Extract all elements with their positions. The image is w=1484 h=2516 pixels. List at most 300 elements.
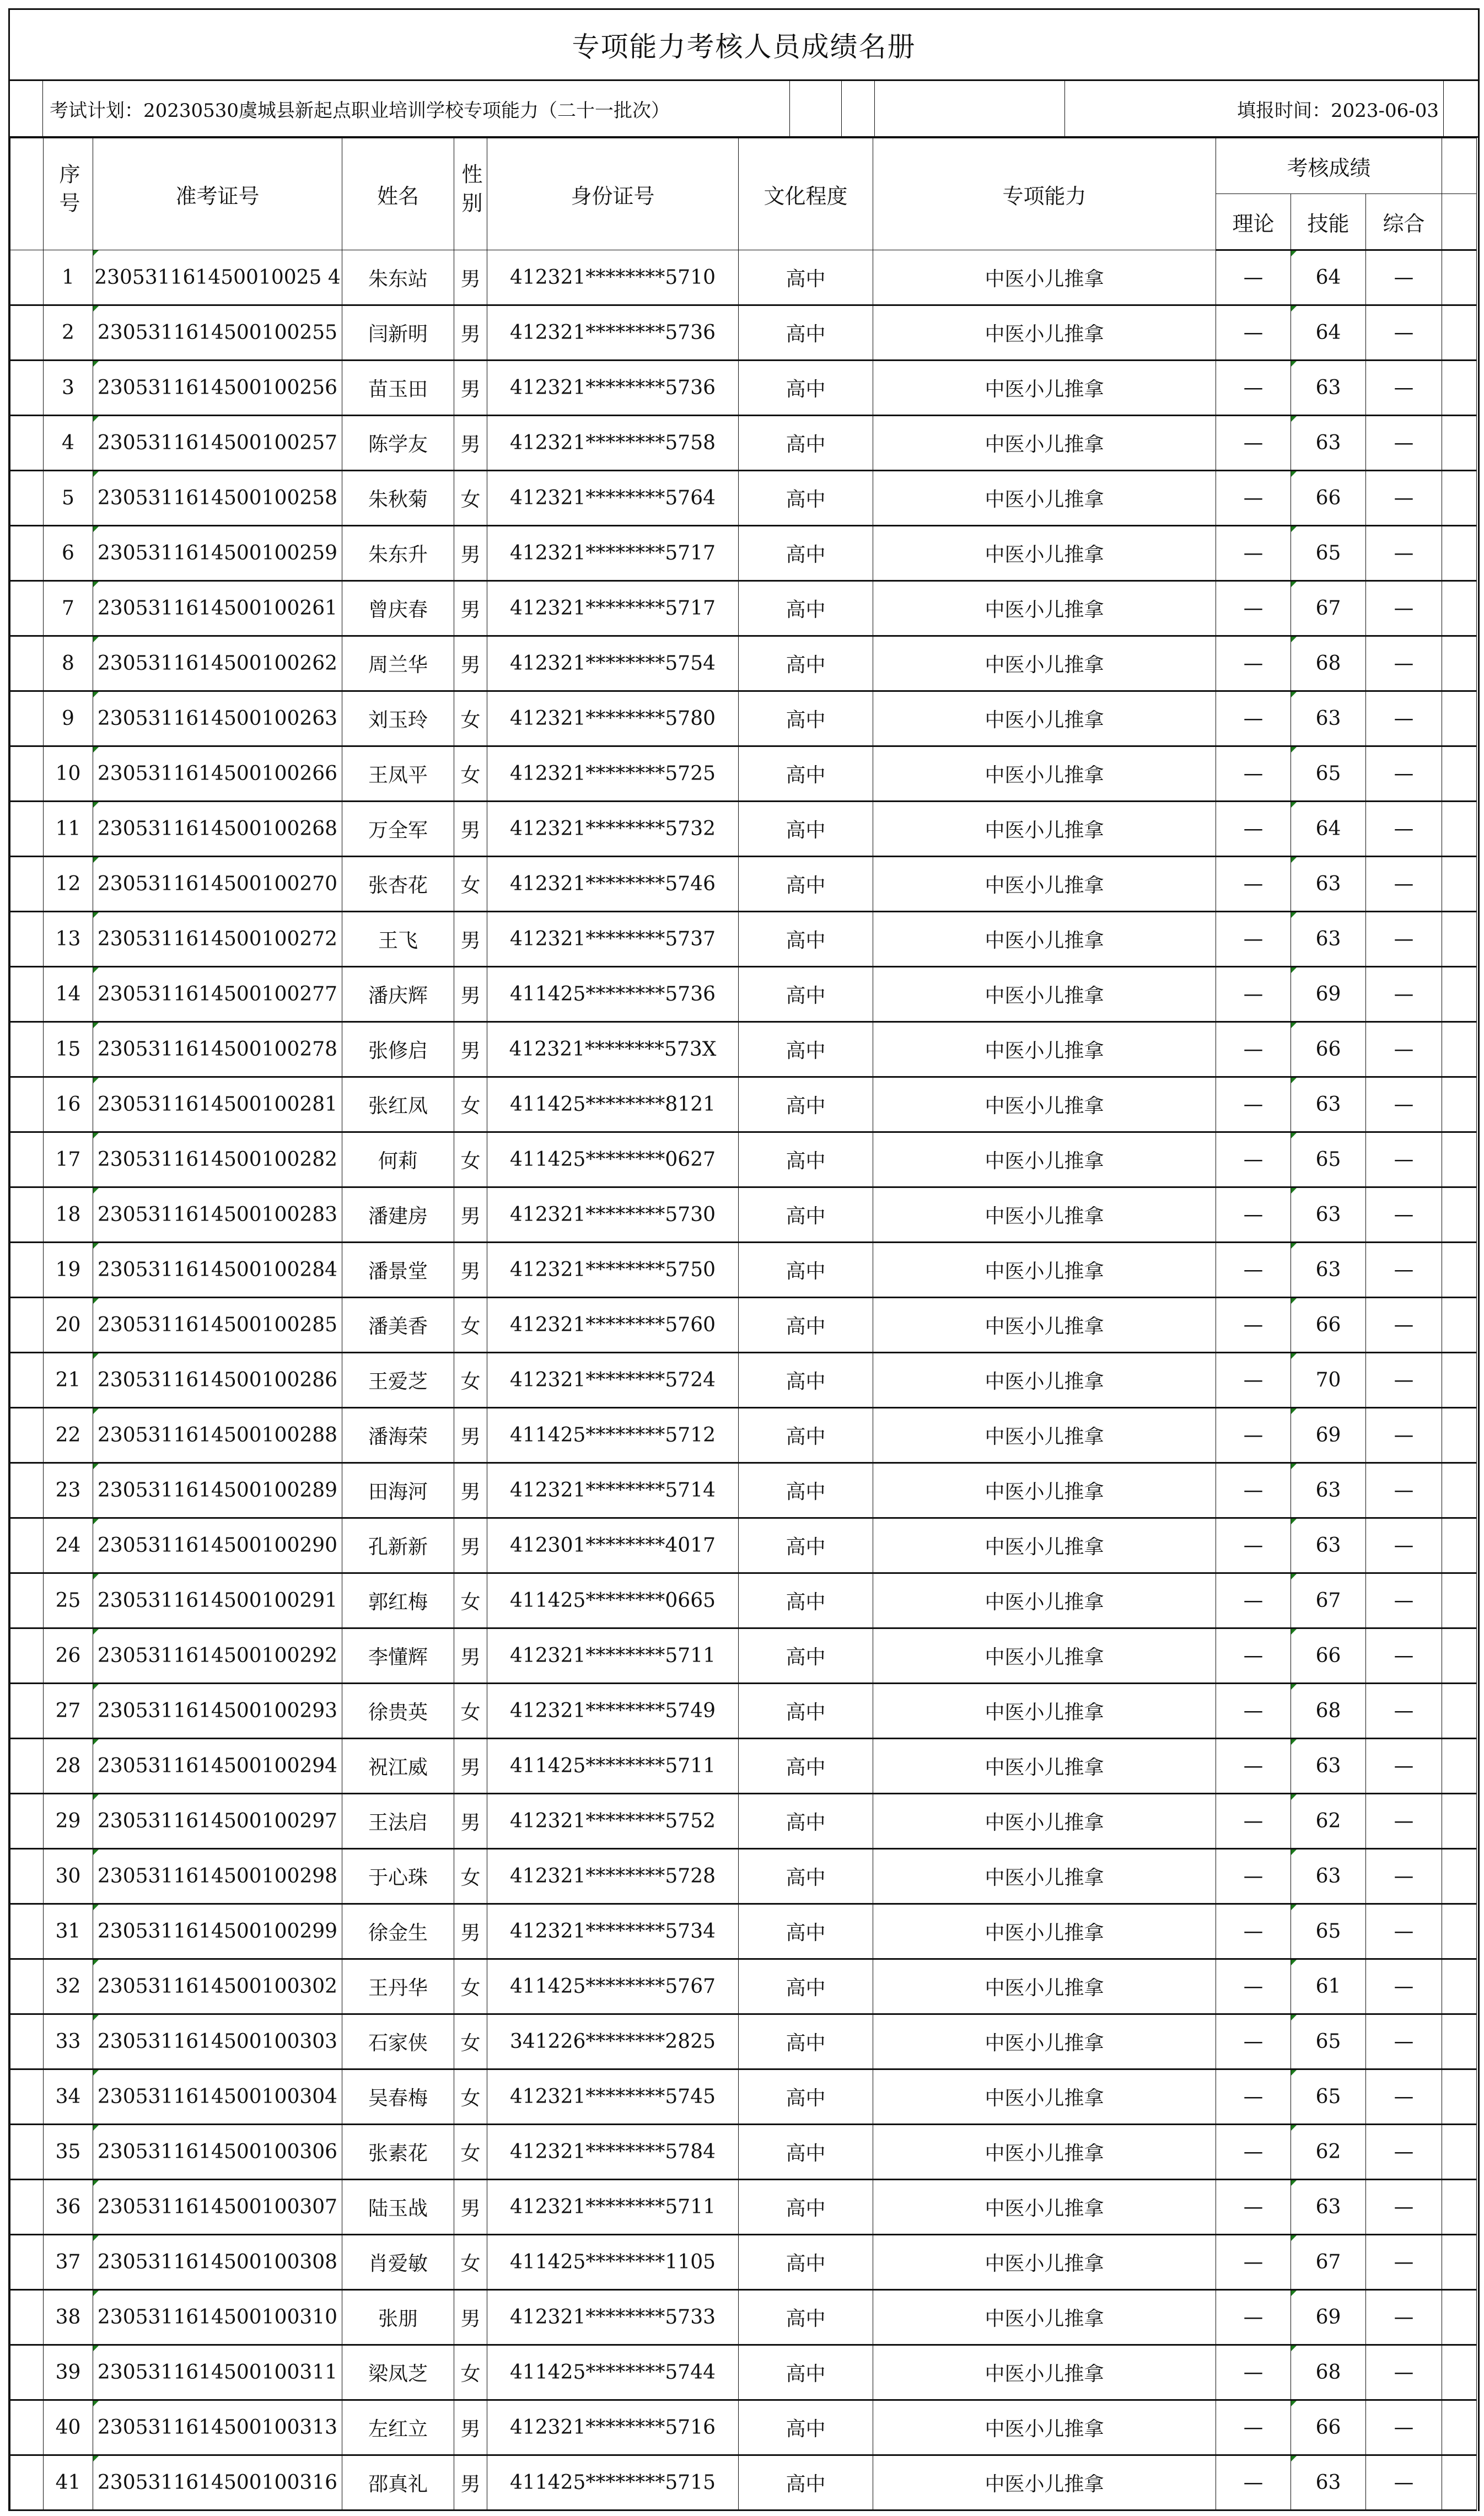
skill-cell: 中医小儿推拿 bbox=[873, 2345, 1216, 2400]
skill-cell: 中医小儿推拿 bbox=[873, 526, 1216, 581]
name-cell: 石家侠 bbox=[342, 2014, 454, 2069]
trailing-blank-cell bbox=[1442, 746, 1477, 802]
spacer bbox=[10, 361, 44, 416]
id-no-cell: 411425********0627 bbox=[487, 1132, 739, 1187]
gender-cell: 男 bbox=[454, 912, 487, 967]
practice-cell: 65 bbox=[1291, 746, 1366, 802]
education-cell: 高中 bbox=[739, 1132, 873, 1187]
overall-cell: — bbox=[1366, 636, 1442, 691]
skill-cell: 中医小儿推拿 bbox=[873, 1353, 1216, 1408]
theory-cell: — bbox=[1216, 1684, 1291, 1739]
roster-sheet bbox=[8, 8, 1480, 2511]
seq-cell: 5 bbox=[44, 471, 93, 526]
name-cell: 梁凤芝 bbox=[342, 2345, 454, 2400]
skill-cell: 中医小儿推拿 bbox=[873, 416, 1216, 471]
ticket-no-cell: 2305311614500100257 bbox=[93, 416, 342, 471]
trailing-blank-cell bbox=[1442, 1959, 1477, 2014]
name-cell: 朱东升 bbox=[342, 526, 454, 581]
seq-cell: 32 bbox=[44, 1959, 93, 2014]
theory-cell: — bbox=[1216, 1243, 1291, 1298]
education-cell: 高中 bbox=[739, 2014, 873, 2069]
education-cell: 高中 bbox=[739, 471, 873, 526]
skill-cell: 中医小儿推拿 bbox=[873, 305, 1216, 361]
table-row bbox=[10, 1077, 1477, 1132]
ticket-no-cell: 2305311614500100255 bbox=[93, 305, 342, 361]
seq-cell: 6 bbox=[44, 526, 93, 581]
table-row bbox=[10, 1408, 1477, 1463]
skill-cell: 中医小儿推拿 bbox=[873, 802, 1216, 857]
table-row bbox=[10, 1959, 1477, 2014]
theory-cell: — bbox=[1216, 1077, 1291, 1132]
trailing-blank-cell bbox=[1442, 1408, 1477, 1463]
header-overall: 综合 bbox=[1366, 194, 1442, 250]
practice-cell: 63 bbox=[1291, 1243, 1366, 1298]
practice-cell: 69 bbox=[1291, 1408, 1366, 1463]
gender-cell: 男 bbox=[454, 1408, 487, 1463]
theory-cell: — bbox=[1216, 2455, 1291, 2510]
seq-cell: 7 bbox=[44, 581, 93, 636]
ticket-no-cell: 2305311614500100290 bbox=[93, 1518, 342, 1573]
seq-cell: 17 bbox=[44, 1132, 93, 1187]
gender-cell: 女 bbox=[454, 2069, 487, 2125]
theory-cell: — bbox=[1216, 1628, 1291, 1684]
table-row bbox=[10, 1794, 1477, 1849]
overall-cell: — bbox=[1366, 1849, 1442, 1904]
overall-cell: — bbox=[1366, 691, 1442, 746]
table-row bbox=[10, 1298, 1477, 1353]
seq-cell: 38 bbox=[44, 2290, 93, 2345]
table-row bbox=[10, 1739, 1477, 1794]
practice-cell: 62 bbox=[1291, 2125, 1366, 2180]
id-no-cell: 412321********5728 bbox=[487, 1849, 739, 1904]
seq-cell: 11 bbox=[44, 802, 93, 857]
ticket-no-cell: 2305311614500100303 bbox=[93, 2014, 342, 2069]
id-no-cell: 412321********5784 bbox=[487, 2125, 739, 2180]
trailing-blank-cell bbox=[1442, 1849, 1477, 1904]
skill-cell: 中医小儿推拿 bbox=[873, 1684, 1216, 1739]
trailing-blank-cell bbox=[1442, 1298, 1477, 1353]
overall-cell: — bbox=[1366, 1298, 1442, 1353]
meta-blank-cell bbox=[842, 81, 875, 136]
spacer bbox=[10, 1408, 44, 1463]
trailing-blank-cell bbox=[1442, 1187, 1477, 1243]
name-cell: 潘建房 bbox=[342, 1187, 454, 1243]
gender-cell: 男 bbox=[454, 1794, 487, 1849]
education-cell: 高中 bbox=[739, 526, 873, 581]
seq-cell: 3 bbox=[44, 361, 93, 416]
skill-cell: 中医小儿推拿 bbox=[873, 2014, 1216, 2069]
header-gender bbox=[454, 138, 487, 250]
seq-cell: 28 bbox=[44, 1739, 93, 1794]
education-cell: 高中 bbox=[739, 1739, 873, 1794]
overall-cell: — bbox=[1366, 1077, 1442, 1132]
id-no-cell: 412301********4017 bbox=[487, 1518, 739, 1573]
practice-cell: 63 bbox=[1291, 1077, 1366, 1132]
theory-cell: — bbox=[1216, 802, 1291, 857]
practice-cell: 65 bbox=[1291, 1132, 1366, 1187]
report-date-label: 填报时间：2023-06-03 bbox=[1065, 81, 1444, 136]
ticket-no-cell: 2305311614500100268 bbox=[93, 802, 342, 857]
overall-cell: — bbox=[1366, 967, 1442, 1022]
seq-cell: 4 bbox=[44, 416, 93, 471]
theory-cell: — bbox=[1216, 1518, 1291, 1573]
practice-cell: 64 bbox=[1291, 802, 1366, 857]
theory-cell: — bbox=[1216, 2014, 1291, 2069]
skill-cell: 中医小儿推拿 bbox=[873, 1739, 1216, 1794]
seq-cell: 23 bbox=[44, 1463, 93, 1518]
table-row bbox=[10, 1904, 1477, 1959]
education-cell: 高中 bbox=[739, 857, 873, 912]
practice-cell: 65 bbox=[1291, 2014, 1366, 2069]
header-gender-label: 性别 bbox=[458, 163, 482, 221]
id-no-cell: 411425********5736 bbox=[487, 967, 739, 1022]
practice-cell: 63 bbox=[1291, 1739, 1366, 1794]
spacer bbox=[10, 1849, 44, 1904]
header-practice: 技能 bbox=[1291, 194, 1366, 250]
ticket-no-cell: 2305311614500100286 bbox=[93, 1353, 342, 1408]
theory-cell: — bbox=[1216, 912, 1291, 967]
id-no-cell: 412321********5716 bbox=[487, 2400, 739, 2455]
education-cell: 高中 bbox=[739, 1022, 873, 1077]
table-row bbox=[10, 1132, 1477, 1187]
skill-cell: 中医小儿推拿 bbox=[873, 2125, 1216, 2180]
ticket-no-cell: 2305311614500100310 bbox=[93, 2290, 342, 2345]
education-cell: 高中 bbox=[739, 2069, 873, 2125]
theory-cell: — bbox=[1216, 2069, 1291, 2125]
spacer bbox=[10, 581, 44, 636]
name-cell: 何莉 bbox=[342, 1132, 454, 1187]
skill-cell: 中医小儿推拿 bbox=[873, 2069, 1216, 2125]
trailing-blank-cell bbox=[1442, 526, 1477, 581]
overall-cell: — bbox=[1366, 305, 1442, 361]
gender-cell: 女 bbox=[454, 1684, 487, 1739]
gender-cell: 男 bbox=[454, 1739, 487, 1794]
practice-cell: 65 bbox=[1291, 1904, 1366, 1959]
overall-cell: — bbox=[1366, 1022, 1442, 1077]
ticket-no-cell: 2305311614500100277 bbox=[93, 967, 342, 1022]
seq-cell: 29 bbox=[44, 1794, 93, 1849]
practice-cell: 61 bbox=[1291, 1959, 1366, 2014]
spacer bbox=[10, 1904, 44, 1959]
practice-cell: 67 bbox=[1291, 581, 1366, 636]
overall-cell: — bbox=[1366, 1463, 1442, 1518]
name-cell: 郭红梅 bbox=[342, 1573, 454, 1628]
theory-cell: — bbox=[1216, 526, 1291, 581]
gender-cell: 男 bbox=[454, 2290, 487, 2345]
education-cell: 高中 bbox=[739, 1959, 873, 2014]
name-cell: 左红立 bbox=[342, 2400, 454, 2455]
table-row bbox=[10, 361, 1477, 416]
education-cell: 高中 bbox=[739, 1353, 873, 1408]
seq-cell: 18 bbox=[44, 1187, 93, 1243]
practice-cell: 66 bbox=[1291, 1298, 1366, 1353]
education-cell: 高中 bbox=[739, 1794, 873, 1849]
ticket-no-cell: 2305311614500100313 bbox=[93, 2400, 342, 2455]
table-row bbox=[10, 2235, 1477, 2290]
ticket-no-cell: 2305311614500100307 bbox=[93, 2180, 342, 2235]
name-cell: 祝江威 bbox=[342, 1739, 454, 1794]
overall-cell: — bbox=[1366, 1904, 1442, 1959]
overall-cell: — bbox=[1366, 1408, 1442, 1463]
theory-cell: — bbox=[1216, 2290, 1291, 2345]
spacer bbox=[10, 746, 44, 802]
ticket-no-cell: 2305311614500100308 bbox=[93, 2235, 342, 2290]
skill-cell: 中医小儿推拿 bbox=[873, 1849, 1216, 1904]
id-no-cell: 412321********5764 bbox=[487, 471, 739, 526]
theory-cell: — bbox=[1216, 857, 1291, 912]
table-row bbox=[10, 305, 1477, 361]
theory-cell: — bbox=[1216, 1573, 1291, 1628]
overall-cell: — bbox=[1366, 1739, 1442, 1794]
spacer bbox=[10, 857, 44, 912]
name-cell: 邵真礼 bbox=[342, 2455, 454, 2510]
table-row bbox=[10, 2455, 1477, 2510]
spacer bbox=[10, 1959, 44, 2014]
spacer bbox=[10, 2455, 44, 2510]
trailing-blank-header bbox=[1442, 138, 1477, 194]
table-row bbox=[10, 1849, 1477, 1904]
skill-cell: 中医小儿推拿 bbox=[873, 636, 1216, 691]
spacer bbox=[10, 912, 44, 967]
education-cell: 高中 bbox=[739, 581, 873, 636]
skill-cell: 中医小儿推拿 bbox=[873, 1518, 1216, 1573]
practice-cell: 65 bbox=[1291, 2069, 1366, 2125]
gender-cell: 女 bbox=[454, 2125, 487, 2180]
name-cell: 吴春梅 bbox=[342, 2069, 454, 2125]
ticket-no-cell: 2305311614500100311 bbox=[93, 2345, 342, 2400]
education-cell: 高中 bbox=[739, 1298, 873, 1353]
theory-cell: — bbox=[1216, 1022, 1291, 1077]
id-no-cell: 412321********5737 bbox=[487, 912, 739, 967]
id-no-cell: 412321********5758 bbox=[487, 416, 739, 471]
overall-cell: — bbox=[1366, 2290, 1442, 2345]
theory-cell: — bbox=[1216, 746, 1291, 802]
gender-cell: 女 bbox=[454, 1298, 487, 1353]
overall-cell: — bbox=[1366, 2235, 1442, 2290]
education-cell: 高中 bbox=[739, 1684, 873, 1739]
trailing-blank-cell bbox=[1442, 1077, 1477, 1132]
id-no-cell: 412321********5733 bbox=[487, 2290, 739, 2345]
skill-cell: 中医小儿推拿 bbox=[873, 967, 1216, 1022]
ticket-no-cell: 2305311614500100291 bbox=[93, 1573, 342, 1628]
education-cell: 高中 bbox=[739, 1904, 873, 1959]
ticket-no-cell: 2305311614500100289 bbox=[93, 1463, 342, 1518]
trailing-blank-cell bbox=[1442, 2069, 1477, 2125]
seq-cell: 9 bbox=[44, 691, 93, 746]
practice-cell: 63 bbox=[1291, 1463, 1366, 1518]
table-row bbox=[10, 967, 1477, 1022]
theory-cell: — bbox=[1216, 1849, 1291, 1904]
id-no-cell: 412321********5730 bbox=[487, 1187, 739, 1243]
trailing-blank-cell bbox=[1442, 581, 1477, 636]
ticket-no-cell: 2305311614500100261 bbox=[93, 581, 342, 636]
trailing-blank-cell bbox=[1442, 912, 1477, 967]
id-no-cell: 412321********5734 bbox=[487, 1904, 739, 1959]
seq-cell: 13 bbox=[44, 912, 93, 967]
trailing-blank-cell bbox=[1442, 1132, 1477, 1187]
skill-cell: 中医小儿推拿 bbox=[873, 2235, 1216, 2290]
ticket-no-cell: 2305311614500100304 bbox=[93, 2069, 342, 2125]
ticket-no-cell: 2305311614500100298 bbox=[93, 1849, 342, 1904]
seq-cell: 21 bbox=[44, 1353, 93, 1408]
id-no-cell: 412321********5754 bbox=[487, 636, 739, 691]
trailing-blank-cell bbox=[1442, 2235, 1477, 2290]
skill-cell: 中医小儿推拿 bbox=[873, 912, 1216, 967]
practice-cell: 63 bbox=[1291, 857, 1366, 912]
overall-cell: — bbox=[1366, 361, 1442, 416]
table-row bbox=[10, 912, 1477, 967]
trailing-blank-cell bbox=[1442, 967, 1477, 1022]
header-skill: 专项能力 bbox=[873, 138, 1216, 250]
gender-cell: 女 bbox=[454, 1849, 487, 1904]
id-no-cell: 411425********0665 bbox=[487, 1573, 739, 1628]
practice-cell: 63 bbox=[1291, 1187, 1366, 1243]
gender-cell: 男 bbox=[454, 636, 487, 691]
practice-cell: 67 bbox=[1291, 2235, 1366, 2290]
education-cell: 高中 bbox=[739, 1243, 873, 1298]
spacer bbox=[10, 2014, 44, 2069]
gender-cell: 男 bbox=[454, 1022, 487, 1077]
ticket-no-cell: 2305311614500100283 bbox=[93, 1187, 342, 1243]
gender-cell: 女 bbox=[454, 471, 487, 526]
practice-cell: 64 bbox=[1291, 250, 1366, 305]
skill-cell: 中医小儿推拿 bbox=[873, 1628, 1216, 1684]
education-cell: 高中 bbox=[739, 2290, 873, 2345]
name-cell: 徐金生 bbox=[342, 1904, 454, 1959]
name-cell: 王丹华 bbox=[342, 1959, 454, 2014]
name-cell: 张素花 bbox=[342, 2125, 454, 2180]
spacer bbox=[10, 1739, 44, 1794]
theory-cell: — bbox=[1216, 1298, 1291, 1353]
id-no-cell: 412321********5710 bbox=[487, 250, 739, 305]
theory-cell: — bbox=[1216, 1959, 1291, 2014]
name-cell: 于心珠 bbox=[342, 1849, 454, 1904]
seq-cell: 24 bbox=[44, 1518, 93, 1573]
id-no-cell: 412321********5724 bbox=[487, 1353, 739, 1408]
ticket-no-cell: 2305311614500100258 bbox=[93, 471, 342, 526]
theory-cell: — bbox=[1216, 305, 1291, 361]
spacer bbox=[10, 1187, 44, 1243]
trailing-blank-cell bbox=[1442, 361, 1477, 416]
name-cell: 潘海荣 bbox=[342, 1408, 454, 1463]
name-cell: 朱秋菊 bbox=[342, 471, 454, 526]
trailing-blank-cell bbox=[1442, 1684, 1477, 1739]
gender-cell: 男 bbox=[454, 581, 487, 636]
education-cell: 高中 bbox=[739, 2345, 873, 2400]
table-row bbox=[10, 2125, 1477, 2180]
spacer bbox=[10, 1298, 44, 1353]
name-cell: 潘庆辉 bbox=[342, 967, 454, 1022]
theory-cell: — bbox=[1216, 691, 1291, 746]
trailing-blank-cell bbox=[1442, 1243, 1477, 1298]
skill-cell: 中医小儿推拿 bbox=[873, 1463, 1216, 1518]
name-cell: 王爱芝 bbox=[342, 1353, 454, 1408]
overall-cell: — bbox=[1366, 1243, 1442, 1298]
theory-cell: — bbox=[1216, 471, 1291, 526]
education-cell: 高中 bbox=[739, 967, 873, 1022]
id-no-cell: 411425********5711 bbox=[487, 1739, 739, 1794]
practice-cell: 63 bbox=[1291, 361, 1366, 416]
gender-cell: 女 bbox=[454, 2345, 487, 2400]
skill-cell: 中医小儿推拿 bbox=[873, 1187, 1216, 1243]
skill-cell: 中医小儿推拿 bbox=[873, 1077, 1216, 1132]
name-cell: 张红凤 bbox=[342, 1077, 454, 1132]
trailing-blank-cell bbox=[1442, 691, 1477, 746]
spacer bbox=[10, 1573, 44, 1628]
seq-cell: 2 bbox=[44, 305, 93, 361]
name-cell: 肖爱敏 bbox=[342, 2235, 454, 2290]
theory-cell: — bbox=[1216, 361, 1291, 416]
ticket-no-cell: 2305311614500100302 bbox=[93, 1959, 342, 2014]
spacer-column-header bbox=[10, 138, 44, 250]
spacer bbox=[10, 1022, 44, 1077]
spacer bbox=[10, 1794, 44, 1849]
practice-cell: 63 bbox=[1291, 691, 1366, 746]
skill-cell: 中医小儿推拿 bbox=[873, 2455, 1216, 2510]
theory-cell: — bbox=[1216, 1353, 1291, 1408]
education-cell: 高中 bbox=[739, 361, 873, 416]
name-cell: 王飞 bbox=[342, 912, 454, 967]
theory-cell: — bbox=[1216, 1739, 1291, 1794]
id-no-cell: 412321********5711 bbox=[487, 1628, 739, 1684]
practice-cell: 68 bbox=[1291, 1684, 1366, 1739]
id-no-cell: 411425********5715 bbox=[487, 2455, 739, 2510]
ticket-no-cell: 2305311614500100285 bbox=[93, 1298, 342, 1353]
practice-cell: 64 bbox=[1291, 305, 1366, 361]
name-cell: 曾庆春 bbox=[342, 581, 454, 636]
gender-cell: 女 bbox=[454, 1353, 487, 1408]
overall-cell: — bbox=[1366, 2400, 1442, 2455]
theory-cell: — bbox=[1216, 2400, 1291, 2455]
seq-cell: 31 bbox=[44, 1904, 93, 1959]
page-title: 专项能力考核人员成绩名册 bbox=[10, 10, 1478, 81]
overall-cell: — bbox=[1366, 471, 1442, 526]
skill-cell: 中医小儿推拿 bbox=[873, 691, 1216, 746]
trailing-blank-cell bbox=[1442, 2290, 1477, 2345]
table-row bbox=[10, 1243, 1477, 1298]
skill-cell: 中医小儿推拿 bbox=[873, 1904, 1216, 1959]
skill-cell: 中医小儿推拿 bbox=[873, 2180, 1216, 2235]
spacer bbox=[10, 526, 44, 581]
seq-cell: 19 bbox=[44, 1243, 93, 1298]
education-cell: 高中 bbox=[739, 912, 873, 967]
trailing-blank-cell bbox=[1442, 305, 1477, 361]
education-cell: 高中 bbox=[739, 746, 873, 802]
overall-cell: — bbox=[1366, 1684, 1442, 1739]
id-no-cell: 411425********8121 bbox=[487, 1077, 739, 1132]
skill-cell: 中医小儿推拿 bbox=[873, 1132, 1216, 1187]
id-no-cell: 412321********5780 bbox=[487, 691, 739, 746]
trailing-blank-cell bbox=[1442, 1518, 1477, 1573]
seq-cell: 27 bbox=[44, 1684, 93, 1739]
skill-cell: 中医小儿推拿 bbox=[873, 2400, 1216, 2455]
gender-cell: 男 bbox=[454, 416, 487, 471]
theory-cell: — bbox=[1216, 416, 1291, 471]
gender-cell: 女 bbox=[454, 691, 487, 746]
skill-cell: 中医小儿推拿 bbox=[873, 1022, 1216, 1077]
practice-cell: 63 bbox=[1291, 2455, 1366, 2510]
header-ticket-no: 准考证号 bbox=[93, 138, 342, 250]
header-id-no: 身份证号 bbox=[487, 138, 739, 250]
overall-cell: — bbox=[1366, 2125, 1442, 2180]
education-cell: 高中 bbox=[739, 1573, 873, 1628]
overall-cell: — bbox=[1366, 250, 1442, 305]
ticket-no-cell: 2305311614500100316 bbox=[93, 2455, 342, 2510]
spacer bbox=[10, 2180, 44, 2235]
education-cell: 高中 bbox=[739, 2235, 873, 2290]
seq-cell: 1 bbox=[44, 250, 93, 305]
trailing-blank-cell bbox=[1442, 1628, 1477, 1684]
